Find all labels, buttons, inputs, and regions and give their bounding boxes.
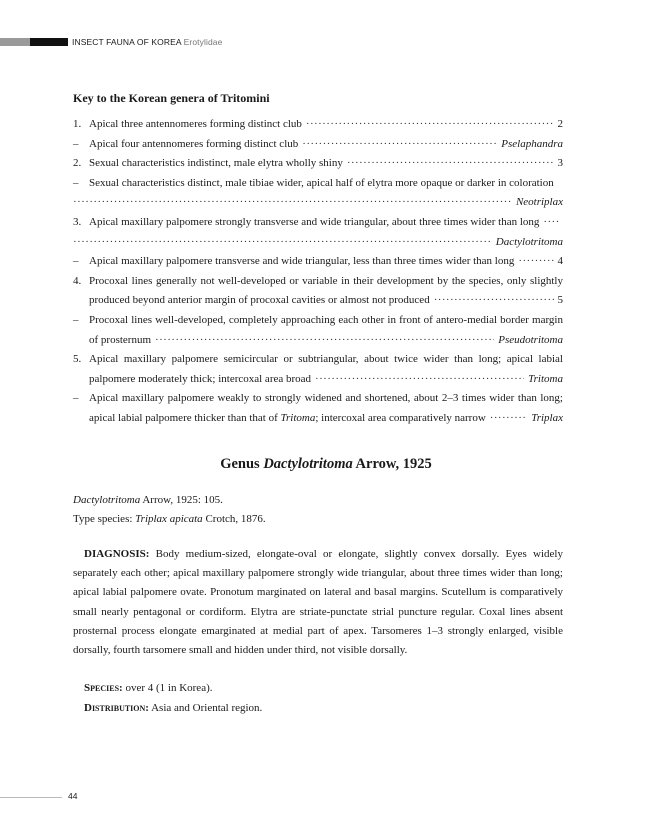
leader-dots — [155, 331, 494, 351]
leader-dots — [543, 213, 559, 233]
leader-dots — [518, 252, 553, 272]
key-couplet-4b — [73, 311, 563, 331]
key-couplet-2b — [73, 174, 563, 194]
page-number: 44 — [68, 791, 78, 801]
header-bar-gray — [0, 38, 30, 46]
key-title: Key to the Korean genera of Tritomini — [73, 91, 270, 105]
couplet-number: – — [73, 392, 79, 405]
key-couplet-3b — [73, 252, 563, 272]
type-species-line — [73, 510, 266, 529]
couplet-result: Pseudotritoma — [498, 333, 563, 346]
diagnosis-text: Body medium-sized, elongate-oval or elongate, slightly convex dorsally. Eyes widely separately each other; apical maxillary palpomere strongly wide triangular, about three times wider than long; apical labial palpomere ovate. Pronotum marginated on lateral and basal margins. Scutellum is comparatively small nearly pentagonal or cordiform. Elytra are striate-punctate strial puncture regular. Coxal lines absent prosternal process elongate emarginated at medial part of apex. Tarsomeres 1–3 strongly enlarged, visible dorsally, fourth tarsomere small and hidden under third, not visible dorsally. — [73, 548, 563, 657]
genus-name: Dactylotritoma — [263, 456, 353, 472]
key-couplet-5a — [73, 350, 563, 370]
header-subtitle: Erotylidae — [183, 37, 223, 47]
couplet-text: Sexual characteristics distinct, male tibiae wider, apical half of elytra more opaque or darker in coloration — [89, 176, 554, 189]
species-label: Species: — [84, 682, 123, 694]
key-couplet-4a-cont — [73, 291, 563, 311]
type-species-label: Type species: — [73, 513, 136, 525]
couplet-text: Apical three antennomeres forming distinct club — [89, 118, 302, 130]
leader-dots — [347, 154, 554, 174]
couplet-text: Procoxal lines generally not well-developed or variable in their development by the species, only slightly — [89, 274, 563, 287]
couplet-result: 2 — [557, 118, 563, 130]
couplet-text-part: ; intercoxal area comparatively narrow — [315, 411, 486, 424]
couplet-number: 1. — [73, 118, 82, 130]
leader-dots — [302, 135, 497, 155]
footer-rule — [0, 797, 62, 798]
identification-key — [73, 115, 563, 429]
leader-dots — [434, 291, 554, 311]
type-species-name: Triplax apicata — [135, 513, 203, 525]
genus-heading — [0, 456, 652, 473]
couplet-number: – — [73, 176, 79, 189]
couplet-text: Apical maxillary palpomere transverse and wide triangular, less than three times wider than long — [89, 255, 515, 268]
couplet-text: Apical maxillary palpomere strongly transverse and wide triangular, about three times wider than long — [89, 215, 540, 228]
diagnosis-paragraph — [73, 545, 563, 660]
distribution-line — [84, 699, 262, 719]
key-couplet-5a-cont — [73, 370, 563, 390]
diagnosis-label: DIAGNOSIS: — [84, 548, 150, 560]
couplet-text: Apical maxillary palpomere semicircular or subtriangular, about twice wider than long; apical labial — [89, 353, 563, 366]
type-species-author: Crotch, 1876. — [202, 513, 266, 525]
leader-dots — [73, 193, 512, 213]
couplet-text — [89, 409, 486, 429]
key-couplet-2b-result — [73, 193, 563, 213]
header-bar-black — [30, 38, 68, 46]
synonymy-line — [73, 491, 266, 510]
genus-prefix: Genus — [220, 456, 264, 472]
distribution-label: Distribution: — [84, 701, 149, 714]
couplet-result: Triplax — [531, 411, 563, 424]
species-text: over 4 (1 in Korea). — [122, 682, 213, 694]
genus-name: Tritoma — [280, 411, 316, 424]
leader-dots — [315, 370, 524, 390]
couplet-number: 4. — [73, 274, 82, 287]
couplet-result: Tritoma — [528, 372, 563, 385]
leader-dots — [306, 115, 554, 135]
key-couplet-4b-cont — [73, 331, 563, 351]
couplet-result: 4 — [557, 255, 563, 268]
leader-dots — [73, 233, 492, 253]
couplet-number: 5. — [73, 353, 82, 366]
couplet-text: Apical four antennomeres forming distinct club — [89, 137, 299, 150]
couplet-text: produced beyond anterior margin of procoxal cavities or almost not produced — [89, 294, 430, 307]
couplet-text: Procoxal lines well-developed, completely approaching each other in front of antero-medial border margin — [89, 313, 563, 326]
key-couplet-3a — [73, 213, 563, 233]
couplet-text: Sexual characteristics indistinct, male elytra wholly shiny — [89, 157, 343, 170]
couplet-result: Dactylotritoma — [495, 235, 563, 248]
running-header — [72, 37, 222, 47]
species-line — [84, 679, 262, 699]
key-couplet-2a — [73, 154, 563, 174]
couplet-text: Apical maxillary palpomere weakly to strongly widened and shortened, about 2–3 times wider than long; — [89, 392, 563, 405]
couplet-result: Neotriplax — [515, 196, 563, 209]
header-title: INSECT FAUNA OF KOREA — [72, 37, 182, 47]
genus-author: Arrow, 1925 — [352, 456, 432, 472]
couplet-result: 3 — [557, 157, 563, 170]
key-couplet-1a — [73, 115, 563, 135]
leader-dots — [490, 409, 527, 429]
couplet-text: palpomere moderately thick; intercoxal area broad — [89, 372, 312, 385]
key-couplet-3a-result — [73, 233, 563, 253]
couplet-result: Pselaphandra — [501, 137, 563, 150]
couplet-number: 3. — [73, 215, 82, 228]
distribution-text: Asia and Oriental region. — [148, 701, 263, 714]
key-couplet-5b — [73, 389, 563, 409]
couplet-text-part: apical labial palpomere thicker than that of — [89, 411, 281, 424]
synonym-name: Dactylotritoma — [73, 494, 141, 506]
synonym-citation: Arrow, 1925: 105. — [140, 494, 223, 506]
couplet-number: – — [73, 137, 79, 150]
key-couplet-4a — [73, 272, 563, 292]
synonymy-block — [73, 491, 266, 529]
key-couplet-5b-cont — [73, 409, 563, 429]
couplet-number: – — [73, 313, 79, 326]
couplet-result: 5 — [557, 294, 563, 307]
couplet-text: of prosternum — [89, 333, 152, 346]
species-distribution-block — [84, 679, 262, 718]
key-couplet-1b — [73, 135, 563, 155]
couplet-number: 2. — [73, 157, 82, 170]
couplet-number: – — [73, 255, 79, 268]
